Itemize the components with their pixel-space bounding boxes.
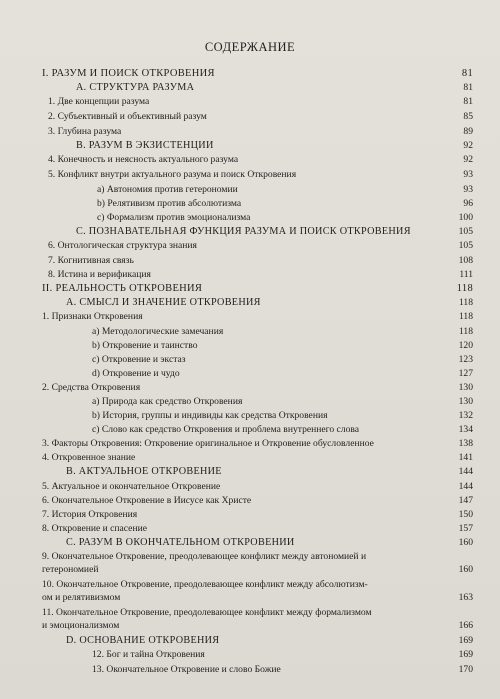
toc-entry-label: 5. Актуальное и окончательное Откровение bbox=[42, 481, 221, 492]
toc-entry-label: А. СТРУКТУРА РАЗУМА bbox=[76, 82, 195, 93]
toc-entry bbox=[0, 409, 500, 422]
toc-entry-label-line2: ом и релятивизмом bbox=[42, 592, 121, 603]
toc-entry-label: 1. Две концепции разума bbox=[48, 96, 150, 107]
toc-entry-page: 163 bbox=[458, 592, 473, 603]
toc-entry-page: 138 bbox=[458, 438, 473, 449]
toc-entry bbox=[0, 183, 500, 196]
toc-entry bbox=[0, 578, 500, 591]
toc-entry bbox=[0, 663, 500, 676]
toc-entry-label: а) Методологические замечания bbox=[92, 326, 224, 337]
toc-entry-label: II. РЕАЛЬНОСТЬ ОТКРОВЕНИЯ bbox=[42, 283, 203, 294]
toc-entry-label: С. РАЗУМ В ОКОНЧАТЕЛЬНОМ ОТКРОВЕНИИ bbox=[66, 537, 295, 548]
toc-entry-label: 7. История Откровения bbox=[42, 509, 138, 520]
toc-entry bbox=[0, 465, 500, 478]
toc-entry bbox=[0, 522, 500, 535]
toc-entry bbox=[0, 325, 500, 338]
toc-entry bbox=[0, 536, 500, 549]
toc-entry-label: с) Откровение и экстаз bbox=[92, 354, 186, 365]
toc-entry-label: 2. Средства Откровения bbox=[42, 382, 141, 393]
toc-entry bbox=[0, 550, 500, 563]
toc-entry bbox=[0, 95, 500, 108]
toc-entry-page: 157 bbox=[458, 523, 473, 534]
toc-entry bbox=[0, 225, 500, 238]
toc-entry-page: 118 bbox=[458, 326, 473, 337]
toc-entry-page: 166 bbox=[458, 620, 473, 631]
toc-entry bbox=[0, 423, 500, 436]
toc-entry bbox=[0, 168, 500, 181]
toc-entry-page: 118 bbox=[456, 283, 473, 294]
toc-entry-label-line2: и эмоционализмом bbox=[42, 620, 120, 631]
toc-entry-label: С. ПОЗНАВАТЕЛЬНАЯ ФУНКЦИЯ РАЗУМА И ПОИСК ОТКРОВЕНИЯ bbox=[76, 226, 411, 237]
toc-entry-page: 160 bbox=[458, 537, 473, 548]
toc-entry-label: 10. Окончательное Откровение, преодолевающее конфликт между абсолютизм- bbox=[42, 579, 368, 590]
toc-entry-label: 1. Признаки Откровения bbox=[42, 311, 143, 322]
toc-entry-label: 3. Глубина разума bbox=[48, 126, 122, 137]
toc-entry-label: а) Природа как средство Откровения bbox=[92, 396, 243, 407]
toc-entry-page: 85 bbox=[463, 111, 473, 122]
toc-entry-page: 130 bbox=[458, 396, 473, 407]
toc-entry bbox=[0, 125, 500, 138]
toc-entry-label: d) Откровение и чудо bbox=[92, 368, 180, 379]
toc-entry-page: 100 bbox=[458, 212, 473, 223]
toc-entry-page: 123 bbox=[458, 354, 473, 365]
toc-entry-label: В. АКТУАЛЬНОЕ ОТКРОВЕНИЕ bbox=[66, 466, 222, 477]
toc-entry-page: 147 bbox=[458, 495, 473, 506]
toc-entry-page: 105 bbox=[458, 240, 473, 251]
toc-entry-page: 132 bbox=[458, 410, 473, 421]
toc-entry bbox=[0, 480, 500, 493]
toc-entry-label: 8. Откровение и спасение bbox=[42, 523, 147, 534]
toc-entry-label: 4. Откровенное знание bbox=[42, 452, 136, 463]
page-title: СОДЕРЖАНИЕ bbox=[204, 40, 296, 54]
toc-entry-continuation bbox=[0, 563, 500, 576]
toc-entry-label: 8. Истина и верификация bbox=[48, 269, 151, 280]
toc-entry-label: I. РАЗУМ И ПОИСК ОТКРОВЕНИЯ bbox=[42, 68, 215, 79]
toc-entry-page: 105 bbox=[458, 226, 473, 237]
toc-entry-page: 160 bbox=[458, 564, 473, 575]
toc-entry-label: с) Формализм против эмоционализма bbox=[97, 212, 251, 223]
toc-entry-label: а) Автономия против гетерономии bbox=[97, 184, 238, 195]
toc-entry-label: 11. Окончательное Откровение, преодолевающее конфликт между формализмом bbox=[42, 607, 372, 618]
toc-entry-page: 93 bbox=[463, 184, 473, 195]
toc-entry-page: 134 bbox=[458, 424, 473, 435]
toc-entry-label: 4. Конечность и неясность актуального разума bbox=[48, 154, 239, 165]
toc-entry-page: 92 bbox=[463, 140, 473, 151]
toc-entry bbox=[0, 648, 500, 661]
toc-entry-label: с) Слово как средство Откровения и проблема внутреннего слова bbox=[92, 424, 360, 435]
toc-entry-page: 118 bbox=[458, 311, 473, 322]
toc-entry bbox=[0, 310, 500, 323]
toc-entry-page: 81 bbox=[463, 82, 473, 93]
toc-entry bbox=[0, 211, 500, 224]
toc-entry-page: 170 bbox=[458, 664, 473, 675]
toc-entry bbox=[0, 153, 500, 166]
toc-entry bbox=[0, 634, 500, 647]
toc-entry-page: 81 bbox=[463, 96, 473, 107]
toc-entry-page: 108 bbox=[458, 255, 473, 266]
toc-entry bbox=[0, 437, 500, 450]
toc-entry-label: А. СМЫСЛ И ЗНАЧЕНИЕ ОТКРОВЕНИЯ bbox=[66, 297, 261, 308]
toc-entry-page: 93 bbox=[463, 169, 473, 180]
toc-entry-label: D. ОСНОВАНИЕ ОТКРОВЕНИЯ bbox=[66, 635, 220, 646]
toc-entry bbox=[0, 606, 500, 619]
toc-entry-label: b) Откровение и таинство bbox=[92, 340, 198, 351]
toc-entry-page: 144 bbox=[458, 466, 473, 477]
toc-entry-page: 81 bbox=[461, 68, 473, 79]
toc-entry bbox=[0, 282, 500, 295]
toc-entry-label-line2: гетерономией bbox=[42, 564, 99, 575]
toc-entry bbox=[0, 353, 500, 366]
toc-entry-page: 111 bbox=[459, 269, 473, 280]
toc-entry bbox=[0, 381, 500, 394]
toc-entry-page: 89 bbox=[463, 126, 473, 137]
toc-entry bbox=[0, 239, 500, 252]
toc-entry-continuation bbox=[0, 619, 500, 632]
toc-entry-label: 2. Субъективный и объективный разум bbox=[48, 111, 207, 122]
toc-entry-label: 3. Факторы Откровения: Откровение оригинальное и Откровение обусловленное bbox=[42, 438, 374, 449]
toc-entry-page: 92 bbox=[463, 154, 473, 165]
toc-entry-page: 120 bbox=[458, 340, 473, 351]
toc-entry-label: 12. Бог и тайна Откровения bbox=[92, 649, 205, 660]
toc-entry-label: 13. Окончательное Откровение и слово Божие bbox=[92, 664, 281, 675]
toc-entry-label: 5. Конфликт внутри актуального разума и поиск Откровения bbox=[48, 169, 297, 180]
toc-entry-label: 9. Окончательное Откровение, преодолевающее конфликт между автономией и bbox=[42, 551, 367, 562]
toc-entry bbox=[0, 494, 500, 507]
toc-entry bbox=[0, 197, 500, 210]
toc-entry-page: 141 bbox=[458, 452, 473, 463]
toc-entry-page: 96 bbox=[463, 198, 473, 209]
toc-entry-page: 144 bbox=[458, 481, 473, 492]
toc-entry bbox=[0, 81, 500, 94]
toc-entry-page: 169 bbox=[458, 649, 473, 660]
toc-entry-page: 130 bbox=[458, 382, 473, 393]
toc-entry-page: 169 bbox=[458, 635, 473, 646]
toc-entry-continuation bbox=[0, 591, 500, 604]
toc-entry bbox=[0, 268, 500, 281]
toc-entry bbox=[0, 296, 500, 309]
toc-entry-page: 150 bbox=[458, 509, 473, 520]
toc-entry bbox=[0, 451, 500, 464]
toc-entry-label: 6. Окончательное Откровение в Иисусе как Христе bbox=[42, 495, 252, 506]
toc-entry-label: b) История, группы и индивиды как средства Откровения bbox=[92, 410, 328, 421]
toc-entry bbox=[0, 139, 500, 152]
toc-entry-label: В. РАЗУМ В ЭКЗИСТЕНЦИИ bbox=[76, 140, 214, 151]
toc-entry bbox=[0, 508, 500, 521]
toc-entry-page: 118 bbox=[458, 297, 473, 308]
toc-entry bbox=[0, 395, 500, 408]
toc-entry-label: b) Релятивизм против абсолютизма bbox=[97, 198, 242, 209]
toc-entry bbox=[0, 110, 500, 123]
toc-entry bbox=[0, 67, 500, 80]
toc-entry-page: 127 bbox=[458, 368, 473, 379]
toc-entry-label: 6. Онтологическая структура знания bbox=[48, 240, 197, 251]
toc-entry bbox=[0, 339, 500, 352]
toc-entry-label: 7. Когнитивная связь bbox=[48, 255, 134, 266]
toc-entry bbox=[0, 254, 500, 267]
toc-entry bbox=[0, 367, 500, 380]
